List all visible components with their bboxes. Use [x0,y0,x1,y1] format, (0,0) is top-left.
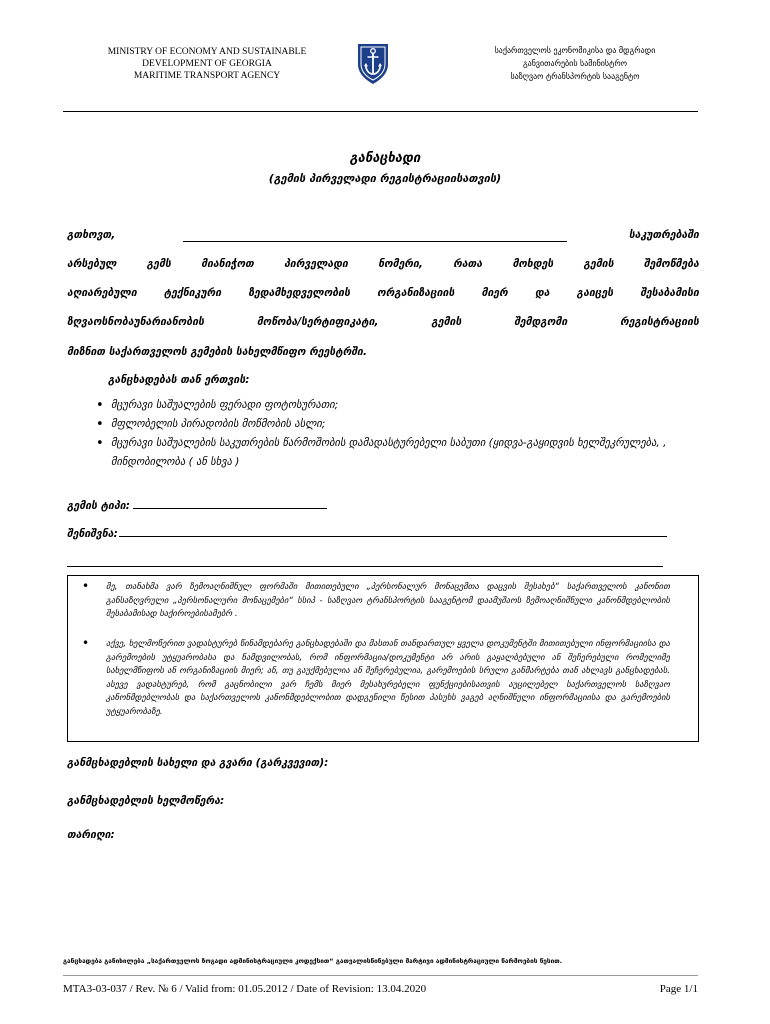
applicant-name-label: განმცხადებლის სახელი და გვარი (გარკვევით): [67,757,329,769]
request-word: პირველადი [284,258,348,270]
footer-divider [63,975,698,976]
request-word: ტექნიკური [163,287,222,299]
request-line-1 [67,229,699,242]
request-word: გემის [431,316,462,328]
form-subtitle: (გემის პირველადი რეგისტრაციისათვის) [268,172,502,185]
request-word: მიანიჭოთ [201,258,254,270]
header-ka-line: საქართველოს ეკონომიკისა და მდგრადი [494,46,656,55]
request-text: საკუთრებაში [628,229,699,241]
request-text: გთხოვთ, [67,229,116,241]
request-word: რათა [453,258,483,270]
agency-emblem-logo [356,40,390,86]
date-label: თარიღი: [67,829,115,841]
request-word: ზედამხედველობის [248,287,351,299]
vessel-type-field[interactable] [133,497,327,509]
declaration-box [67,575,699,742]
request-word: შემდგომი [514,316,568,328]
request-word: შემოწმება [643,258,699,270]
attachment-item: • მცურავი საშუალების ფერადი ფოტოსურათი; [88,396,700,415]
applicant-signature-label: განმცხადებლის ხელმოწერა: [67,795,225,807]
request-word: მიერ [481,287,508,299]
attachment-item: • მცურავი საშუალების საკუთრების წარმოშობის დამადასტურებელი საბუთი (ყიდვა-გაყიდვის ხელშეკრულება, , მინდობილობა ( ან სხვა ) [88,434,700,472]
note-row [67,525,667,540]
note-field-continuation[interactable] [67,566,663,567]
legal-note: განცხადება განიხილება „საქართველოს ზოგადი ადმინისტრაციული კოდექსით“ გათვალისწინებული მარტივი ადმინისტრაციული წარმოების წესით. [63,957,563,965]
request-word: არსებულ [67,258,117,270]
attachments-list [88,396,700,472]
request-word: მოხდეს [512,258,554,270]
header-en-line: MINISTRY OF ECONOMY AND SUSTAINABLE [107,47,307,57]
owner-name-field[interactable] [183,229,567,242]
declaration-item: • მე, თანახმა ვარ ზემოაღნიშნულ ფორმაში მითითებული „პერსონალურ მონაცემთა დაცვის შესახებ“ საქართველოს კანონით განსაზღვრული „პერსონალური მონაცემები“ სსიპ - საზღვაო ტრანსპორტის სააგენტომ დაამუშაოს ზემოაღნიშნული კანონმდებლობის შესაბამისად საქიროებისამებრ . [106,581,670,622]
request-word: გემს [146,258,171,270]
request-word: რეგისტრაციის [620,316,699,328]
header-english [82,46,332,82]
header-en-line: DEVELOPMENT OF GEORGIA [142,59,272,69]
footer [63,983,698,995]
form-title: განაცხადი [349,151,421,166]
request-word: გაიცეს [576,287,614,299]
document-code: MTA3-03-037 / Rev. № 6 / Valid from: 01.05.2012 / Date of Revision: 13.04.2020 [63,983,427,995]
request-word: მოწობა/სერტიფიკატი, [256,316,379,328]
request-word: ორგანიზაციის [377,287,455,299]
header-divider [63,111,698,112]
attachment-item: • მფლობელის პირადობის მოწმობის ასლი; [88,415,700,434]
request-word: შესაბამისი [640,287,699,299]
request-word: გემის [583,258,614,270]
page-number: Page 1/1 [659,983,698,995]
vessel-type-label: გემის ტიპი: [67,500,130,512]
note-label: შენიშვნა: [67,528,118,540]
request-line-5: მიზნით საქართველოს გემების სახელმწიფო რეესტრში. [67,346,367,358]
note-field[interactable] [119,525,667,537]
request-word: და [534,287,550,299]
declaration-item: • აქვე, ხელმოწერით ვადასტურებ წინამდებარე განცხადებაში და მასთან თანდართულ ყველა დოკუმენტში მითითებული ინფორმაციისა და გარემოების უტყუარობასა და ნამდვილობას, რომ ინფორმაცია/დოკუმენტი არ არის გაყალბებული ან შეჩერებული რომელიმე სახელმწიფოს ან ორგანიზაციის მიერ; ან, თუ გაუქმებულია ან შეჩერებულია, გარემოების სრული განმარტება თან ახლავს განცხადებას. ასევე ვადასტურებ, რომ გაცნობილი ვარ ჩემს მიერ მესახურებელი ფუნქციებისათვის აუცილებელ საქართველოს საზღვაო კანონმდებლობას და საქართველოს კანონმდებლობით დადგენილი წესით პასუხს ვაგებ აღნიშნული ინფორმაციისა და გარემოების უტყუარობაზე. [106,638,670,719]
attachments-label: განცხადებას თან ერთვის: [108,374,250,386]
header-ka-line: საზღვაო ტრანსპორტის სააგენტო [510,72,640,81]
request-line-4 [67,316,699,328]
request-line-3 [67,287,699,299]
header-en-line: MARITIME TRANSPORT AGENCY [133,71,281,81]
request-word: ზღვაოსნობაუნარიანობის [67,316,205,328]
header-ka-line: განვითარების სამინისტრო [523,59,627,68]
request-line-2 [67,258,699,270]
header-georgian [470,44,680,83]
vessel-type-row [67,497,327,512]
request-word: ნომერი, [378,258,423,270]
request-word: აღიარებული [67,287,137,299]
